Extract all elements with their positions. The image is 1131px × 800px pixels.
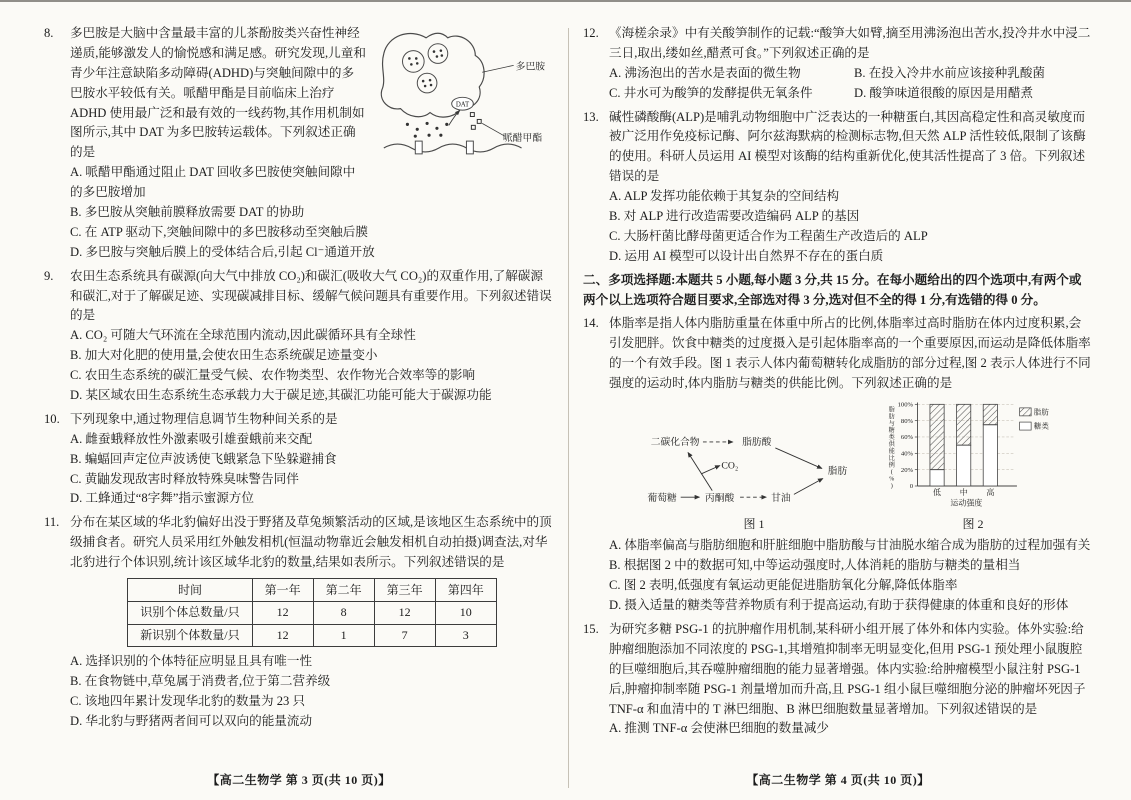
legend-label-sugar: 糖类 bbox=[1033, 421, 1049, 431]
table-cell: 12 bbox=[252, 601, 313, 624]
question-13 bbox=[583, 108, 1093, 267]
option-b: B. 多巴胺从突触前膜释放需要 DAT 的协助 bbox=[70, 205, 305, 220]
table-cell: 12 bbox=[374, 601, 435, 624]
option-a: A. 沸汤泡出的苦水是表面的微生物 bbox=[609, 65, 801, 80]
question-number: 15. bbox=[583, 621, 599, 636]
question-stem: 体脂率是指人体内脂肪重量在体重中所占的比例,体脂率过高时脂肪在体内过度积累,会引发肥胖。饮食中糖类的过度摄入是引起体脂率高的一个重要原因,而运动是降低体脂率的一个有效手段。图 1 表示人体内葡萄糖转化成脂肪的部分过程,图 2 表示人体进行不同强度的运动时,体内脂肪与糖类的供能比例。下列叙述正确的是 bbox=[609, 316, 1091, 391]
x-category-label: 高 bbox=[986, 487, 995, 497]
bar-sugar bbox=[930, 470, 944, 486]
bar-sugar bbox=[983, 425, 997, 486]
question-stem: 农田生态系统具有碳源(向大气中排放 CO₂)和碳汇(吸收大气 CO₂)的双重作用,了解碳源和碳汇,对于了解碳足迹、实现碳减排目标、缓解气候问题具有重要作用。下列叙述错误的是 bbox=[70, 268, 552, 323]
question-14 bbox=[583, 314, 1093, 615]
option-c: C. 大肠杆菌比酵母菌更适合作为工程菌生产改造后的 ALP bbox=[609, 228, 928, 243]
question-number: 11. bbox=[44, 515, 60, 530]
option-c: C. 黄鼬发现敌害时释放特殊臭味警告同伴 bbox=[70, 471, 299, 486]
table-row bbox=[128, 601, 496, 624]
option-d: D. 摄入适量的糖类等营养物质有利于提高运动,有助于获得健康的体重和良好的形体 bbox=[609, 598, 1069, 613]
options bbox=[609, 187, 1093, 267]
question-10 bbox=[44, 410, 554, 509]
bar-fat bbox=[957, 404, 971, 445]
option-c: C. 图 2 表明,低强度有氧运动更能促进脂肪氧化分解,降低体脂率 bbox=[609, 578, 958, 593]
legend-swatch-fat bbox=[1020, 408, 1032, 416]
options bbox=[609, 536, 1093, 616]
legend-swatch-sugar bbox=[1020, 422, 1032, 430]
bar-fat bbox=[983, 404, 997, 424]
node-co2: CO₂ bbox=[721, 460, 739, 472]
figure-caption: 图 1 bbox=[743, 517, 765, 532]
table-cell: 识别个体总数量/只 bbox=[128, 601, 252, 624]
bar-sugar bbox=[957, 445, 971, 486]
options bbox=[70, 430, 554, 510]
option-b: B. 加大对化肥的使用量,会使农田生态系统碳足迹量变小 bbox=[70, 348, 378, 363]
question-15 bbox=[583, 620, 1093, 739]
option-c: C. 农田生态系统的碳汇量受气候、农作物类型、农作物光合效率等的影响 bbox=[70, 368, 476, 383]
node-two-carbon-compound: 二碳化合物 bbox=[650, 436, 700, 448]
synapse-diagram bbox=[372, 26, 554, 164]
question-stem: 《海槎余录》中有关酸笋制作的记载:“酸笋大如臂,摘至用沸汤泡出苦水,投冷井水中浸二三日,取出,缕如丝,醋煮可食。”下列叙述正确的是 bbox=[609, 26, 1091, 60]
option-a: A. 哌醋甲酯通过阻止 DAT 回收多巴胺使突触间隙中的多巴胺增加 bbox=[70, 165, 356, 200]
question-number: 10. bbox=[44, 411, 60, 426]
question-stem: 分布在某区域的华北豹偏好出没于野猪及草兔频繁活动的区域,是该地区生态系统中的顶级捕食者。研究人员采用红外触发相机(恒温动物靠近会触发相机自动拍摄)调查法,对华北豹进行个体识别,统计该区域华北豹的数量,结果如表所示。下列叙述错误的是 bbox=[70, 515, 552, 570]
table-row bbox=[128, 624, 496, 647]
question-stem: 下列现象中,通过物理信息调节生物种间关系的是 bbox=[70, 411, 338, 426]
option-b: B. 蝙蝠回声定位声波诱使飞蛾紧急下坠躲避捕食 bbox=[70, 451, 337, 466]
methylphenidate-label: 哌醋甲酯 bbox=[502, 133, 543, 145]
options bbox=[609, 719, 1093, 739]
question-number: 8. bbox=[44, 26, 54, 40]
table-cell: 新识别个体数量/只 bbox=[128, 624, 252, 647]
survey-table bbox=[127, 578, 496, 647]
node-glucose: 葡萄糖 bbox=[647, 492, 677, 504]
question-12 bbox=[583, 24, 1093, 104]
options bbox=[70, 652, 554, 732]
table-cell: 8 bbox=[313, 601, 374, 624]
y-tick-label: 20% bbox=[900, 466, 914, 474]
page-3-column bbox=[30, 24, 568, 792]
option-d: D. 酸笋味道很酸的原因是用醋煮 bbox=[854, 85, 1034, 100]
option-a: A. 选择识别的个体特征应明显且具有唯一性 bbox=[70, 654, 313, 669]
figure-caption: 图 2 bbox=[962, 517, 984, 532]
y-tick-label: 80% bbox=[900, 417, 914, 425]
table-cell: 10 bbox=[435, 601, 496, 624]
dopamine-label: 多巴胺 bbox=[515, 61, 546, 73]
table-header-cell: 第一年 bbox=[252, 579, 313, 602]
table-header-cell: 第三年 bbox=[374, 579, 435, 602]
table-header-cell: 第四年 bbox=[435, 579, 496, 602]
option-a: A. 雌蚕蛾释放性外激素吸引雄蚕蛾前来交配 bbox=[70, 431, 313, 446]
table-header-row bbox=[128, 579, 496, 602]
glucose-to-fat-pathway bbox=[638, 422, 870, 515]
option-d: D. 工蜂通过“8字舞”指示蜜源方位 bbox=[70, 491, 254, 506]
table-header-cell: 第二年 bbox=[313, 579, 374, 602]
option-d: D. 运用 AI 模型可以设计出自然界不存在的蛋白质 bbox=[609, 248, 884, 263]
question-stem: 为研究多糖 PSG-1 的抗肿瘤作用机制,某科研小组开展了体外和体内实验。体外实验:给肿瘤细胞添加不同浓度的 PSG-1,其增殖抑制率无明显变化,但用 PSG-1 预处理小鼠腹腔的巨噬细胞后,其吞噬肿瘤细胞的能力显著增强。体内实验:给肿瘤模型小鼠注射 PSG-1 后,肿瘤抑制率随 PSG-1 剂量增加而升高,且 PSG-1 组小鼠巨噬细胞分泌的肿瘤坏死因子 TNF-α 和血清中的 T 淋巴细胞、B 淋巴细胞数量显著增加。下列叙述错误的是 bbox=[609, 621, 1086, 716]
pathway-figure bbox=[638, 422, 870, 535]
x-category-label: 低 bbox=[933, 487, 942, 497]
y-tick-label: 0 bbox=[909, 483, 914, 491]
y-axis-label: 脂肪与糖类供能比例( % ) bbox=[888, 406, 895, 490]
option-d: D. 某区域农田生态系统生态承载力大于碳足迹,其碳汇功能可能大于碳源功能 bbox=[70, 388, 492, 403]
question-number: 9. bbox=[44, 268, 54, 283]
option-a: A. 体脂率偏高与脂肪细胞和肝脏细胞中脂肪酸与甘油脱水缩合成为脂肪的过程加强有关 bbox=[609, 538, 1091, 553]
option-a: A. ALP 发挥功能依赖于其复杂的空间结构 bbox=[609, 189, 840, 204]
question-list bbox=[583, 24, 1093, 739]
dat-label: DAT bbox=[455, 101, 470, 109]
question-11 bbox=[44, 513, 554, 732]
option-d: D. 多巴胺与突触后膜上的受体结合后,引起 Cl⁻通道开放 bbox=[70, 244, 375, 259]
option-b: B. 对 ALP 进行改造需要改造编码 ALP 的基因 bbox=[609, 209, 860, 224]
option-a: A. CO₂ 可随大气环流在全球范围内流动,因此碳循环具有全球性 bbox=[70, 328, 416, 343]
energy-ratio-bar-chart bbox=[882, 399, 1064, 514]
question-stem: 碱性磷酸酶(ALP)是哺乳动物细胞中广泛表达的一种糖蛋白,其因高稳定性和高灵敏度而被广泛用作免疫标记酶、阿尔兹海默病的检测标志物,但天然 ALP 活性较低,限制了该酶的使用。科研人员运用 AI 模型对该酶的结构重新优化,使其活性提高了 3 倍。下列叙述错误的是 bbox=[609, 109, 1086, 184]
node-fat: 脂肪 bbox=[827, 465, 848, 477]
node-fatty-acid: 脂肪酸 bbox=[742, 436, 772, 448]
page-4-column bbox=[569, 24, 1107, 792]
option-c: C. 在 ATP 驱动下,突触间隙中的多巴胺移动至突触后膜 bbox=[70, 224, 368, 239]
option-d: D. 华北豹与野猪两者间可以双向的能量流动 bbox=[70, 714, 313, 729]
options bbox=[70, 326, 554, 406]
question-list bbox=[44, 24, 554, 732]
drug-molecules bbox=[470, 113, 481, 130]
question-number: 14. bbox=[583, 316, 599, 331]
y-tick-label: 40% bbox=[900, 450, 914, 458]
option-a: A. 推测 TNF-α 会使淋巴细胞的数量减少 bbox=[609, 721, 829, 736]
synapse-figure bbox=[372, 26, 554, 164]
node-pyruvate: 丙酮酸 bbox=[705, 492, 735, 504]
x-category-label: 中 bbox=[959, 487, 968, 497]
postsynaptic-membrane bbox=[384, 144, 522, 152]
option-b: B. 在投入冷井水前应该接种乳酸菌 bbox=[854, 65, 1046, 80]
page-footer: 【高二生物学 第 4 页(共 10 页)】 bbox=[746, 773, 930, 788]
option-c: C. 该地四年累计发现华北豹的数量为 23 只 bbox=[70, 694, 306, 709]
question-number: 13. bbox=[583, 109, 599, 124]
page-footer: 【高二生物学 第 3 页(共 10 页)】 bbox=[207, 773, 391, 788]
question-stem: 多巴胺是大脑中含量最丰富的儿茶酚胺类兴奋性神经递质,能够激发人的愉悦感和满足感。研究发现,儿童和青少年注意缺陷多动障碍(ADHD)与突触间隙中的多巴胺水平较低有关。哌醋甲酯是目前临床上治疗 ADHD 使用最广泛和最有效的一线药物,其作用机制如图所示,其中 DAT 为多巴胺转运载体。下列叙述正确的是 bbox=[70, 26, 366, 160]
section-header-multiple-choice: 二、多项选择题:本题共 5 小题,每小题 3 分,共 15 分。在每小题给出的四个选项中,有两个或两个以上选项符合题目要求,全部选对得 3 分,选对但不全的得 1 分,有选错的得 0 分。 bbox=[583, 272, 1082, 307]
legend-label-fat: 脂肪 bbox=[1033, 407, 1049, 417]
options bbox=[70, 163, 554, 262]
table-cell: 3 bbox=[435, 624, 496, 647]
node-glycerol: 甘油 bbox=[771, 492, 791, 504]
bar-chart-figure bbox=[882, 399, 1064, 534]
table-cell: 7 bbox=[374, 624, 435, 647]
option-c: C. 井水可为酸笋的发酵提供无氧条件 bbox=[609, 85, 813, 100]
question-9 bbox=[44, 267, 554, 406]
table-cell: 12 bbox=[252, 624, 313, 647]
y-tick-label: 100% bbox=[897, 401, 914, 409]
x-axis-label: 运动强度 bbox=[950, 498, 983, 508]
bar-fat bbox=[930, 404, 944, 469]
option-b: B. 在食物链中,草兔属于消费者,位于第二营养级 bbox=[70, 674, 331, 689]
figures-row bbox=[609, 399, 1093, 534]
option-b: B. 根据图 2 中的数据可知,中等运动强度时,人体消耗的脂肪与糖类的量相当 bbox=[609, 558, 1021, 573]
options bbox=[609, 64, 1093, 104]
table-cell: 1 bbox=[313, 624, 374, 647]
table-header-cell: 时间 bbox=[128, 579, 252, 602]
question-8 bbox=[44, 24, 554, 263]
question-number: 12. bbox=[583, 26, 599, 40]
y-tick-label: 60% bbox=[900, 434, 914, 442]
